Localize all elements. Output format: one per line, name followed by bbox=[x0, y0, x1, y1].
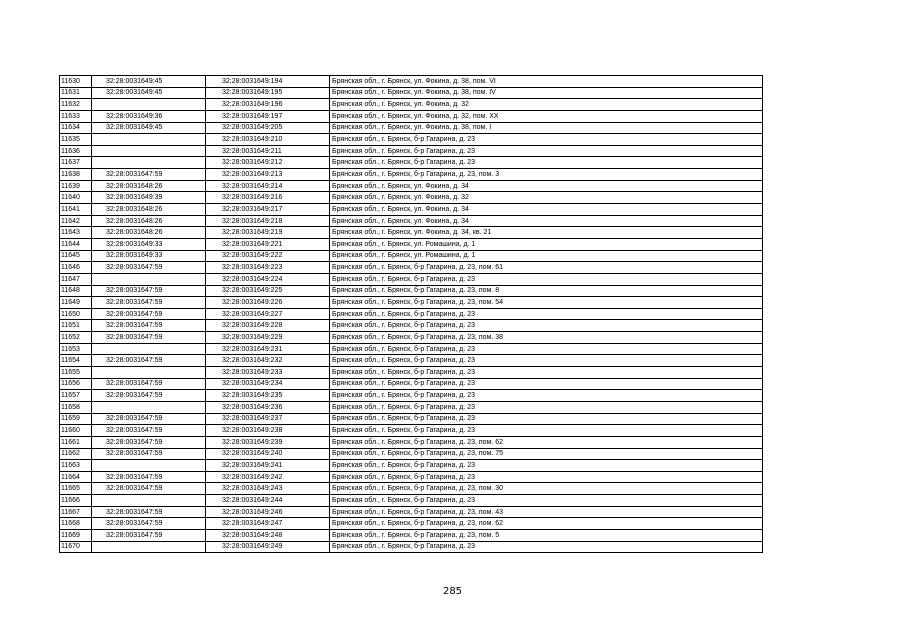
table-row bbox=[60, 518, 763, 530]
address-cell: Брянская обл., г. Брянск, б-р Гагарина, д. 23, пом. 61 bbox=[330, 262, 763, 274]
row-number-cell: 11645 bbox=[60, 250, 92, 262]
parent-cadastral-number-cell: 32:28:0031647:59 bbox=[92, 483, 206, 495]
cadastral-number-cell: 32:28:0031649:217 bbox=[206, 204, 330, 216]
address-cell: Брянская обл., г. Брянск, ул. Ромашина, д. 1 bbox=[330, 250, 763, 262]
parent-cadastral-number-cell bbox=[92, 157, 206, 169]
parent-cadastral-number-cell: 32:28:0031647:59 bbox=[92, 297, 206, 309]
parent-cadastral-number-cell: 32:28:0031647:59 bbox=[92, 355, 206, 367]
address-cell: Брянская обл., г. Брянск, ул. Ромашина, д. 1 bbox=[330, 238, 763, 250]
cadastral-number-cell: 32:28:0031649:221 bbox=[206, 238, 330, 250]
row-number-cell: 11637 bbox=[60, 157, 92, 169]
parent-cadastral-number-cell: 32:28:0031649:33 bbox=[92, 250, 206, 262]
cadastral-number-cell: 32:28:0031649:238 bbox=[206, 425, 330, 437]
parent-cadastral-number-cell: 32:28:0031648:26 bbox=[92, 227, 206, 239]
cadastral-number-cell: 32:28:0031649:227 bbox=[206, 308, 330, 320]
cadastral-table bbox=[59, 75, 763, 553]
cadastral-number-cell: 32:28:0031649:194 bbox=[206, 76, 330, 88]
row-number-cell: 11655 bbox=[60, 367, 92, 379]
address-cell: Брянская обл., г. Брянск, ул. Фокина, д. 34 bbox=[330, 204, 763, 216]
table-row bbox=[60, 308, 763, 320]
cadastral-number-cell: 32:28:0031649:205 bbox=[206, 122, 330, 134]
address-cell: Брянская обл., г. Брянск, б-р Гагарина, д. 23, пом. 54 bbox=[330, 297, 763, 309]
page-number: 285 bbox=[442, 586, 463, 597]
row-number-cell: 11659 bbox=[60, 413, 92, 425]
address-cell: Брянская обл., г. Брянск, б-р Гагарина, д. 23, пом. 43 bbox=[330, 506, 763, 518]
row-number-cell: 11633 bbox=[60, 110, 92, 122]
table-row bbox=[60, 483, 763, 495]
table-row bbox=[60, 355, 763, 367]
cadastral-number-cell: 32:28:0031649:197 bbox=[206, 110, 330, 122]
table-row bbox=[60, 413, 763, 425]
table-row bbox=[60, 110, 763, 122]
address-cell: Брянская обл., г. Брянск, б-р Гагарина, д. 23, пом. 8 bbox=[330, 285, 763, 297]
table-row bbox=[60, 157, 763, 169]
row-number-cell: 11634 bbox=[60, 122, 92, 134]
parent-cadastral-number-cell bbox=[92, 273, 206, 285]
cadastral-number-cell: 32:28:0031649:249 bbox=[206, 541, 330, 553]
address-cell: Брянская обл., г. Брянск, б-р Гагарина, д. 23 bbox=[330, 425, 763, 437]
cadastral-number-cell: 32:28:0031649:228 bbox=[206, 320, 330, 332]
table-row bbox=[60, 180, 763, 192]
row-number-cell: 11641 bbox=[60, 204, 92, 216]
table-row bbox=[60, 204, 763, 216]
parent-cadastral-number-cell: 32:28:0031648:26 bbox=[92, 204, 206, 216]
parent-cadastral-number-cell bbox=[92, 343, 206, 355]
table-row bbox=[60, 122, 763, 134]
address-cell: Брянская обл., г. Брянск, б-р Гагарина, д. 23, пом. 62 bbox=[330, 436, 763, 448]
table-row bbox=[60, 436, 763, 448]
parent-cadastral-number-cell: 32:28:0031649:39 bbox=[92, 192, 206, 204]
row-number-cell: 11640 bbox=[60, 192, 92, 204]
address-cell: Брянская обл., г. Брянск, б-р Гагарина, д. 23, пом. 30 bbox=[330, 483, 763, 495]
table-row bbox=[60, 285, 763, 297]
address-cell: Брянская обл., г. Брянск, ул. Фокина, д. 38, пом. VI bbox=[330, 76, 763, 88]
table-row bbox=[60, 390, 763, 402]
address-cell: Брянская обл., г. Брянск, б-р Гагарина, д. 23 bbox=[330, 145, 763, 157]
cadastral-number-cell: 32:28:0031649:246 bbox=[206, 506, 330, 518]
parent-cadastral-number-cell: 32:28:0031647:59 bbox=[92, 390, 206, 402]
address-cell: Брянская обл., г. Брянск, ул. Фокина, д. 32 bbox=[330, 192, 763, 204]
row-number-cell: 11664 bbox=[60, 471, 92, 483]
table-row bbox=[60, 425, 763, 437]
row-number-cell: 11654 bbox=[60, 355, 92, 367]
table-row bbox=[60, 297, 763, 309]
cadastral-number-cell: 32:28:0031649:196 bbox=[206, 99, 330, 111]
table-row bbox=[60, 448, 763, 460]
address-cell: Брянская обл., г. Брянск, б-р Гагарина, д. 23 bbox=[330, 471, 763, 483]
address-cell: Брянская обл., г. Брянск, б-р Гагарина, д. 23 bbox=[330, 413, 763, 425]
parent-cadastral-number-cell: 32:28:0031647:59 bbox=[92, 308, 206, 320]
parent-cadastral-number-cell bbox=[92, 145, 206, 157]
row-number-cell: 11656 bbox=[60, 378, 92, 390]
address-cell: Брянская обл., г. Брянск, б-р Гагарина, д. 23, пом. 3 bbox=[330, 169, 763, 181]
address-cell: Брянская обл., г. Брянск, ул. Фокина, д. 34 bbox=[330, 215, 763, 227]
cadastral-number-cell: 32:28:0031649:237 bbox=[206, 413, 330, 425]
row-number-cell: 11643 bbox=[60, 227, 92, 239]
parent-cadastral-number-cell: 32:28:0031647:59 bbox=[92, 285, 206, 297]
parent-cadastral-number-cell: 32:28:0031647:59 bbox=[92, 448, 206, 460]
row-number-cell: 11666 bbox=[60, 495, 92, 507]
cadastral-number-cell: 32:28:0031649:195 bbox=[206, 87, 330, 99]
address-cell: Брянская обл., г. Брянск, б-р Гагарина, д. 23, пом. 62 bbox=[330, 518, 763, 530]
table-row bbox=[60, 76, 763, 88]
parent-cadastral-number-cell: 32:28:0031647:59 bbox=[92, 262, 206, 274]
table-row bbox=[60, 262, 763, 274]
cadastral-number-cell: 32:28:0031649:234 bbox=[206, 378, 330, 390]
cadastral-number-cell: 32:28:0031649:248 bbox=[206, 529, 330, 541]
address-cell: Брянская обл., г. Брянск, ул. Фокина, д. 34, кв. 21 bbox=[330, 227, 763, 239]
row-number-cell: 11649 bbox=[60, 297, 92, 309]
cadastral-number-cell: 32:28:0031649:216 bbox=[206, 192, 330, 204]
parent-cadastral-number-cell: 32:28:0031648:26 bbox=[92, 180, 206, 192]
parent-cadastral-number-cell: 32:28:0031647:59 bbox=[92, 425, 206, 437]
row-number-cell: 11668 bbox=[60, 518, 92, 530]
row-number-cell: 11638 bbox=[60, 169, 92, 181]
row-number-cell: 11667 bbox=[60, 506, 92, 518]
table-row bbox=[60, 87, 763, 99]
cadastral-number-cell: 32:28:0031649:241 bbox=[206, 460, 330, 472]
cadastral-number-cell: 32:28:0031649:236 bbox=[206, 401, 330, 413]
address-cell: Брянская обл., г. Брянск, б-р Гагарина, д. 23 bbox=[330, 157, 763, 169]
address-cell: Брянская обл., г. Брянск, б-р Гагарина, д. 23 bbox=[330, 134, 763, 146]
parent-cadastral-number-cell bbox=[92, 460, 206, 472]
address-cell: Брянская обл., г. Брянск, ул. Фокина, д. 38, пом. I bbox=[330, 122, 763, 134]
row-number-cell: 11636 bbox=[60, 145, 92, 157]
row-number-cell: 11660 bbox=[60, 425, 92, 437]
cadastral-number-cell: 32:28:0031649:240 bbox=[206, 448, 330, 460]
table-row bbox=[60, 460, 763, 472]
address-cell: Брянская обл., г. Брянск, б-р Гагарина, д. 23 bbox=[330, 308, 763, 320]
row-number-cell: 11658 bbox=[60, 401, 92, 413]
cadastral-number-cell: 32:28:0031649:232 bbox=[206, 355, 330, 367]
table-row bbox=[60, 227, 763, 239]
parent-cadastral-number-cell bbox=[92, 495, 206, 507]
parent-cadastral-number-cell: 32:28:0031647:59 bbox=[92, 332, 206, 344]
row-number-cell: 11646 bbox=[60, 262, 92, 274]
cadastral-table-body bbox=[60, 76, 763, 553]
parent-cadastral-number-cell bbox=[92, 99, 206, 111]
cadastral-number-cell: 32:28:0031649:219 bbox=[206, 227, 330, 239]
table-row bbox=[60, 134, 763, 146]
cadastral-number-cell: 32:28:0031649:247 bbox=[206, 518, 330, 530]
cadastral-number-cell: 32:28:0031649:244 bbox=[206, 495, 330, 507]
table-row bbox=[60, 273, 763, 285]
cadastral-number-cell: 32:28:0031649:223 bbox=[206, 262, 330, 274]
address-cell: Брянская обл., г. Брянск, ул. Фокина, д. 34 bbox=[330, 180, 763, 192]
table-row bbox=[60, 378, 763, 390]
table-row bbox=[60, 495, 763, 507]
row-number-cell: 11657 bbox=[60, 390, 92, 402]
table-row bbox=[60, 541, 763, 553]
row-number-cell: 11631 bbox=[60, 87, 92, 99]
address-cell: Брянская обл., г. Брянск, б-р Гагарина, д. 23, пом. 75 bbox=[330, 448, 763, 460]
address-cell: Брянская обл., г. Брянск, б-р Гагарина, д. 23 bbox=[330, 273, 763, 285]
cadastral-number-cell: 32:28:0031649:235 bbox=[206, 390, 330, 402]
table-row bbox=[60, 529, 763, 541]
cadastral-number-cell: 32:28:0031649:218 bbox=[206, 215, 330, 227]
cadastral-number-cell: 32:28:0031649:225 bbox=[206, 285, 330, 297]
address-cell: Брянская обл., г. Брянск, ул. Фокина, д. 32 bbox=[330, 99, 763, 111]
table-row bbox=[60, 250, 763, 262]
row-number-cell: 11653 bbox=[60, 343, 92, 355]
row-number-cell: 11635 bbox=[60, 134, 92, 146]
parent-cadastral-number-cell: 32:28:0031647:59 bbox=[92, 413, 206, 425]
parent-cadastral-number-cell bbox=[92, 367, 206, 379]
row-number-cell: 11644 bbox=[60, 238, 92, 250]
table-row bbox=[60, 471, 763, 483]
table-row bbox=[60, 99, 763, 111]
table-row bbox=[60, 145, 763, 157]
parent-cadastral-number-cell: 32:28:0031647:59 bbox=[92, 320, 206, 332]
address-cell: Брянская обл., г. Брянск, б-р Гагарина, д. 23 bbox=[330, 390, 763, 402]
table-row bbox=[60, 343, 763, 355]
address-cell: Брянская обл., г. Брянск, ул. Фокина, д. 32, пом. XX bbox=[330, 110, 763, 122]
address-cell: Брянская обл., г. Брянск, б-р Гагарина, д. 23 bbox=[330, 541, 763, 553]
parent-cadastral-number-cell bbox=[92, 541, 206, 553]
cadastral-number-cell: 32:28:0031649:226 bbox=[206, 297, 330, 309]
cadastral-number-cell: 32:28:0031649:233 bbox=[206, 367, 330, 379]
row-number-cell: 11670 bbox=[60, 541, 92, 553]
address-cell: Брянская обл., г. Брянск, б-р Гагарина, д. 23, пом. 38 bbox=[330, 332, 763, 344]
parent-cadastral-number-cell: 32:28:0031649:45 bbox=[92, 76, 206, 88]
table-row bbox=[60, 367, 763, 379]
row-number-cell: 11630 bbox=[60, 76, 92, 88]
cadastral-number-cell: 32:28:0031649:212 bbox=[206, 157, 330, 169]
table-row bbox=[60, 169, 763, 181]
cadastral-number-cell: 32:28:0031649:239 bbox=[206, 436, 330, 448]
table-row bbox=[60, 506, 763, 518]
parent-cadastral-number-cell: 32:28:0031647:59 bbox=[92, 436, 206, 448]
address-cell: Брянская обл., г. Брянск, б-р Гагарина, д. 23 bbox=[330, 355, 763, 367]
parent-cadastral-number-cell bbox=[92, 134, 206, 146]
cadastral-number-cell: 32:28:0031649:243 bbox=[206, 483, 330, 495]
parent-cadastral-number-cell: 32:28:0031647:59 bbox=[92, 506, 206, 518]
table-row bbox=[60, 238, 763, 250]
parent-cadastral-number-cell: 32:28:0031647:59 bbox=[92, 471, 206, 483]
address-cell: Брянская обл., г. Брянск, б-р Гагарина, д. 23 bbox=[330, 495, 763, 507]
table-row bbox=[60, 215, 763, 227]
parent-cadastral-number-cell bbox=[92, 401, 206, 413]
address-cell: Брянская обл., г. Брянск, б-р Гагарина, д. 23 bbox=[330, 367, 763, 379]
parent-cadastral-number-cell: 32:28:0031649:36 bbox=[92, 110, 206, 122]
parent-cadastral-number-cell: 32:28:0031648:26 bbox=[92, 215, 206, 227]
row-number-cell: 11639 bbox=[60, 180, 92, 192]
cadastral-number-cell: 32:28:0031649:214 bbox=[206, 180, 330, 192]
row-number-cell: 11669 bbox=[60, 529, 92, 541]
cadastral-number-cell: 32:28:0031649:229 bbox=[206, 332, 330, 344]
parent-cadastral-number-cell: 32:28:0031649:45 bbox=[92, 122, 206, 134]
row-number-cell: 11647 bbox=[60, 273, 92, 285]
parent-cadastral-number-cell: 32:28:0031649:33 bbox=[92, 238, 206, 250]
cadastral-number-cell: 32:28:0031649:211 bbox=[206, 145, 330, 157]
table-row bbox=[60, 332, 763, 344]
address-cell: Брянская обл., г. Брянск, б-р Гагарина, д. 23 bbox=[330, 401, 763, 413]
row-number-cell: 11642 bbox=[60, 215, 92, 227]
row-number-cell: 11661 bbox=[60, 436, 92, 448]
cadastral-number-cell: 32:28:0031649:242 bbox=[206, 471, 330, 483]
table-row bbox=[60, 320, 763, 332]
row-number-cell: 11652 bbox=[60, 332, 92, 344]
cadastral-number-cell: 32:28:0031649:213 bbox=[206, 169, 330, 181]
cadastral-number-cell: 32:28:0031649:210 bbox=[206, 134, 330, 146]
row-number-cell: 11651 bbox=[60, 320, 92, 332]
cadastral-number-cell: 32:28:0031649:224 bbox=[206, 273, 330, 285]
parent-cadastral-number-cell: 32:28:0031647:59 bbox=[92, 169, 206, 181]
address-cell: Брянская обл., г. Брянск, б-р Гагарина, д. 23, пом. 5 bbox=[330, 529, 763, 541]
address-cell: Брянская обл., г. Брянск, б-р Гагарина, д. 23 bbox=[330, 320, 763, 332]
row-number-cell: 11662 bbox=[60, 448, 92, 460]
cadastral-number-cell: 32:28:0031649:231 bbox=[206, 343, 330, 355]
address-cell: Брянская обл., г. Брянск, б-р Гагарина, д. 23 bbox=[330, 343, 763, 355]
address-cell: Брянская обл., г. Брянск, ул. Фокина, д. 38, пом. IV bbox=[330, 87, 763, 99]
parent-cadastral-number-cell: 32:28:0031647:59 bbox=[92, 518, 206, 530]
parent-cadastral-number-cell: 32:28:0031647:59 bbox=[92, 378, 206, 390]
row-number-cell: 11665 bbox=[60, 483, 92, 495]
cadastral-number-cell: 32:28:0031649:222 bbox=[206, 250, 330, 262]
row-number-cell: 11648 bbox=[60, 285, 92, 297]
parent-cadastral-number-cell: 32:28:0031649:45 bbox=[92, 87, 206, 99]
table-row bbox=[60, 401, 763, 413]
address-cell: Брянская обл., г. Брянск, б-р Гагарина, д. 23 bbox=[330, 460, 763, 472]
address-cell: Брянская обл., г. Брянск, б-р Гагарина, д. 23 bbox=[330, 378, 763, 390]
parent-cadastral-number-cell: 32:28:0031647:59 bbox=[92, 529, 206, 541]
table-row bbox=[60, 192, 763, 204]
row-number-cell: 11663 bbox=[60, 460, 92, 472]
row-number-cell: 11632 bbox=[60, 99, 92, 111]
row-number-cell: 11650 bbox=[60, 308, 92, 320]
